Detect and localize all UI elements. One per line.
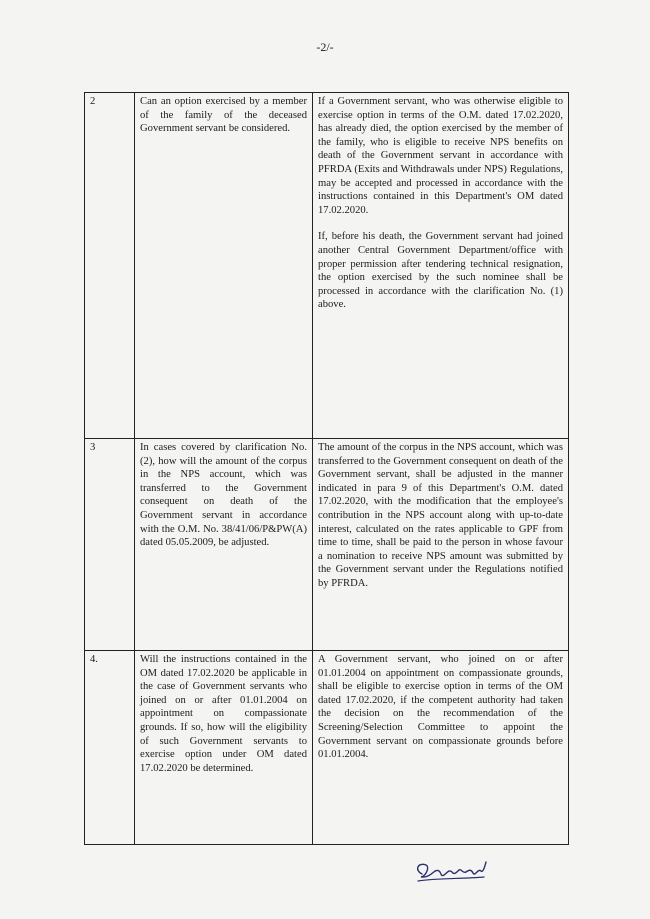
clarification-table [84, 92, 569, 845]
answer-paragraph: A Government servant, who joined on or after 01.01.2004 on appointment on compassionate grounds, shall be eligible to exercise option in terms of the OM dated 17.02.2020, if the competent authority had taken the decision on the recommendation of the Screening/Selection Committee to appoint the Government servant on compassionate grounds before 01.01.2004. [318, 654, 563, 761]
row-number: 3 [85, 439, 135, 651]
signature-scribble [412, 856, 494, 886]
answer-cell [313, 651, 569, 845]
table-row [85, 439, 569, 651]
page-number: -2/- [316, 40, 334, 54]
table-row [85, 93, 569, 439]
answer-paragraph: The amount of the corpus in the NPS account, which was transferred to the Government consequent on death of the Government servant, shall be adjusted in the manner indicated in para 9 of this Department's O.M. dated 17.02.2020, with the modification that the employee's contribution in the NPS account along with up-to-date interest, calculated on the rates applicable to GPF from time to time, shall be paid to the person in whose favour a nomination to receive NPS amount was submitted by the Government servant under the Regulations notified by PFRDA. [318, 442, 563, 589]
answer-cell [313, 93, 569, 439]
row-number: 2 [85, 93, 135, 439]
question-cell: In cases covered by clarification No. (2), how will the amount of the corpus in the NPS account, which was transferred to the Government consequent on death of the Government servant in accordance with the O.M. No. 38/41/06/P&PW(A) dated 05.05.2009, be adjusted. [135, 439, 313, 651]
table-row [85, 651, 569, 845]
answer-paragraph: If a Government servant, who was otherwise eligible to exercise option in terms of the O.M. dated 17.02.2020, has already died, the option exercised by the member of the family, who is eligible to receive NPS benefits on death of the Government servant in accordance with PFRDA (Exits and Withdrawals under NPS) Regulations, may be accepted and processed in accordance with the instructions contained in this Department's OM dated 17.02.2020. [318, 96, 563, 216]
answer-paragraph: If, before his death, the Government servant had joined another Central Government Department/office with proper permission after tendering technical resignation, the option exercised by the such nominee shall be processed in accordance with the clarification No. (1) above. [318, 231, 563, 311]
row-number: 4. [85, 651, 135, 845]
question-cell: Will the instructions contained in the OM dated 17.02.2020 be applicable in the case of Government servants who joined on or after 01.01.2004 on appointment on compassionate grounds. If so, how will the eligibility of such Government servants to exercise option under OM dated 17.02.2020 be determined. [135, 651, 313, 845]
answer-cell [313, 439, 569, 651]
question-cell: Can an option exercised by a member of the family of the deceased Government servant be considered. [135, 93, 313, 439]
signature [412, 856, 494, 886]
